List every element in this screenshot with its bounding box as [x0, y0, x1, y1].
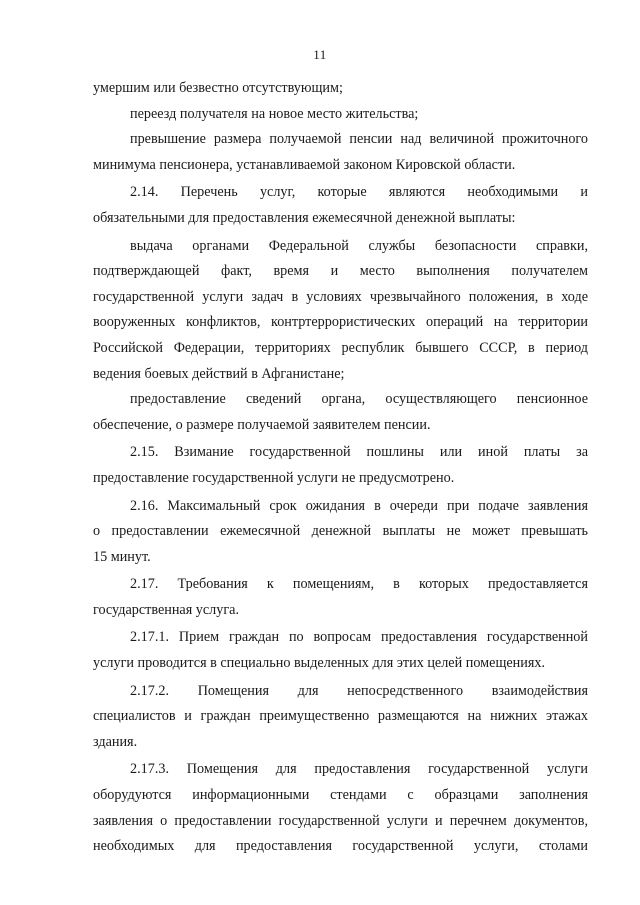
text-line: заявления о предоставлении государственной услуги и перечнем документов,	[93, 812, 588, 829]
text-line: 2.15. Взимание государственной пошлины или иной платы за	[130, 444, 588, 461]
text-line: 2.14. Перечень услуг, которые являются необходимыми и	[130, 184, 588, 201]
text-line: обеспечение, о размере получаемой заявителем пенсии.	[93, 416, 431, 433]
page-number: 11	[313, 47, 327, 62]
text-line: 15 минут.	[93, 548, 151, 565]
text-line: умершим или безвестно отсутствующим;	[93, 80, 343, 96]
text-line: 2.17. Требования к помещениям, в которых предоставляется	[130, 576, 588, 593]
text-line: 2.16. Максимальный срок ожидания в очереди при подаче заявления	[130, 497, 588, 514]
document-body	[93, 76, 588, 860]
text-line: 2.17.2. Помещения для непосредственного взаимодействия	[130, 682, 588, 699]
text-line: государственная услуга.	[93, 601, 240, 618]
text-line: подтверждающей факт, время и место выполнения получателем	[93, 263, 588, 280]
text-line: государственной услуги задач в условиях чрезвычайного положения, в ходе	[93, 288, 588, 305]
text-line: Российской Федерации, территориях республик бывшего СССР, в период	[93, 339, 588, 356]
text-line: превышение размера получаемой пенсии над величиной прожиточного	[130, 131, 588, 148]
text-line: необходимых для предоставления государственной услуги, столами	[93, 838, 588, 855]
text-line: 2.17.1. Прием граждан по вопросам предоставления государственной	[130, 629, 588, 646]
text-line: обязательными для предоставления ежемесячной денежной выплаты:	[93, 209, 516, 226]
text-line: специалистов и граждан преимущественно размещаются на нижних этажах	[93, 708, 588, 725]
text-line: переезд получателя на новое место жительства;	[130, 105, 419, 122]
text-line: предоставление сведений органа, осуществляющего пенсионное	[130, 391, 588, 408]
text-line: услуги проводится в специально выделенных для этих целей помещениях.	[93, 655, 546, 672]
text-line: предоставление государственной услуги не предусмотрено.	[93, 469, 455, 486]
text-line: минимума пенсионера, устанавливаемой законом Кировской области.	[93, 156, 516, 173]
text-line: ведения боевых действий в Афганистане;	[93, 365, 345, 382]
text-line: оборудуются информационными стендами с образцами заполнения	[93, 787, 588, 804]
text-line: вооруженных конфликтов, контртеррористических операций на территории	[93, 314, 588, 331]
text-line: 2.17.3. Помещения для предоставления государственной услуги	[130, 761, 588, 778]
text-line: выдача органами Федеральной службы безопасности справки,	[130, 237, 588, 254]
text-line: о предоставлении ежемесячной денежной выплаты не может превышать	[93, 523, 588, 540]
text-line: здания.	[93, 733, 138, 750]
